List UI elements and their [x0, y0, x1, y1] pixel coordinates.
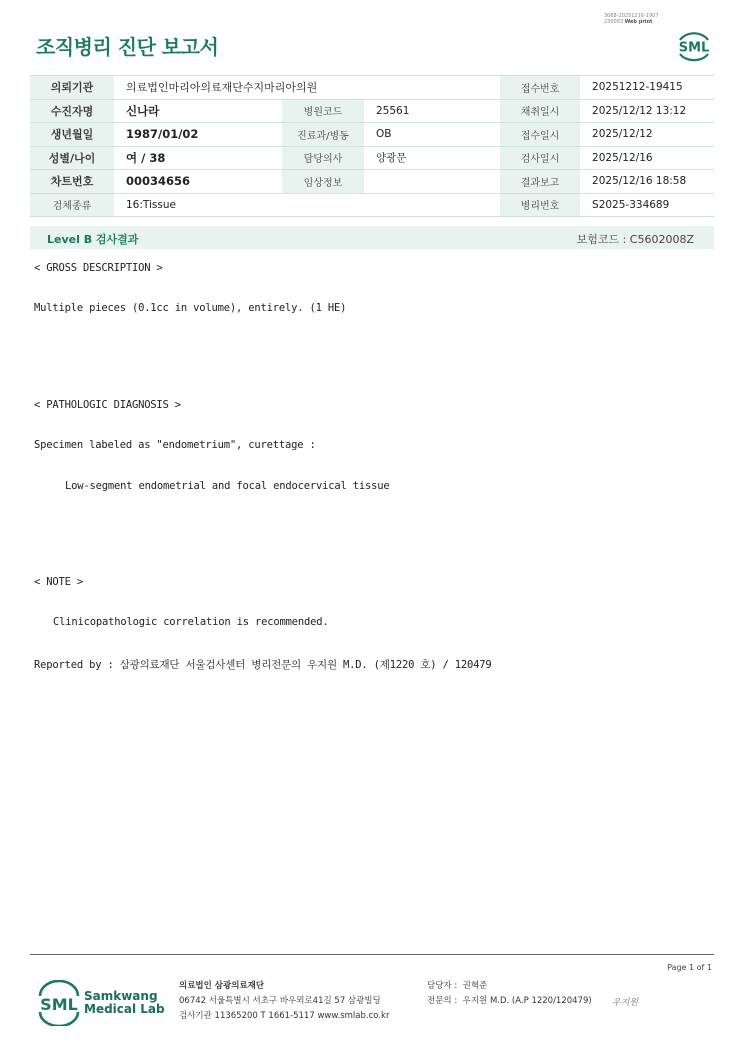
report-title: 조직병리 진단 보고서	[36, 35, 219, 59]
level-title: Level B 검사결과	[47, 233, 139, 246]
info-value: 1987/01/02	[114, 123, 282, 147]
info-value: 16:Tissue	[114, 193, 500, 217]
info-value: 2025/12/12 13:12	[580, 99, 714, 123]
info-value: 00034656	[114, 170, 282, 194]
info-label: 의뢰기관	[30, 76, 114, 100]
print-meta-id: 3068-20251216-1907	[604, 13, 659, 19]
print-meta-code: 230083 Web print	[604, 19, 653, 25]
info-value: 2025/12/16 18:58	[580, 170, 714, 194]
gross-text: Multiple pieces (0.1cc in volume), entirely. (1 HE)	[34, 302, 347, 314]
info-row	[30, 170, 714, 194]
info-value: 2025/12/12	[580, 123, 714, 147]
footer-staff-info	[427, 979, 592, 1009]
info-label: 수진자명	[30, 99, 114, 123]
info-label: 접수번호	[500, 76, 580, 100]
diagnosis-text: Low-segment endometrial and focal endocervical tissue	[65, 480, 390, 492]
info-label: 검체종류	[30, 193, 114, 217]
footer-org-info	[179, 979, 389, 1024]
info-value: 여 / 38	[114, 146, 282, 170]
info-row	[30, 76, 714, 100]
logo-text-footer: SML	[40, 995, 78, 1014]
brand-name: Samkwang Medical Lab	[84, 989, 165, 1016]
info-row	[30, 99, 714, 123]
info-row	[30, 193, 714, 217]
specimen-label: Specimen labeled as "endometrium", curettage :	[34, 439, 316, 451]
info-value: 신나라	[114, 99, 282, 123]
specialist-label: 전문의 :	[427, 996, 458, 1006]
note-header: < NOTE >	[34, 576, 83, 588]
print-meta	[604, 13, 659, 25]
specialist-name: 우지원 M.D. (A.P 1220/120479)	[462, 996, 592, 1006]
footer-divider	[30, 954, 714, 955]
gross-header: < GROSS DESCRIPTION >	[34, 262, 163, 274]
info-value: 2025/12/16	[580, 146, 714, 170]
info-label: 병원코드	[282, 99, 364, 123]
sml-logo-footer	[36, 980, 82, 1026]
logo-text: SML	[678, 40, 710, 56]
info-value: 25561	[364, 99, 500, 123]
info-value: 양광문	[364, 146, 500, 170]
sml-logo	[674, 26, 714, 64]
footer-address: 06742 서울특별시 서초구 바우뫼로41길 57 삼광빌딩	[179, 996, 381, 1006]
diagnosis-header: < PATHOLOGIC DIAGNOSIS >	[34, 399, 181, 411]
info-label: 채취일시	[500, 99, 580, 123]
info-label: 결과보고	[500, 170, 580, 194]
info-value: OB	[364, 123, 500, 147]
info-row	[30, 146, 714, 170]
info-label: 진료과/병동	[282, 123, 364, 147]
info-label: 성별/나이	[30, 146, 114, 170]
insurance-code: 보험코드 : C5602008Z	[576, 233, 694, 246]
info-label: 생년월일	[30, 123, 114, 147]
info-label: 접수일시	[500, 123, 580, 147]
note-text: Clinicopathologic correlation is recommended.	[53, 616, 329, 628]
info-value: 20251212-19415	[580, 76, 714, 100]
info-label: 임상정보	[282, 170, 364, 194]
info-label: 담당의사	[282, 146, 364, 170]
patient-info-table	[30, 75, 714, 217]
info-value: 의료법인마리아의료재단수지마리아의원	[114, 76, 500, 100]
footer-contact: 검사기관 11365200 T 1661-5117 www.smlab.co.kr	[179, 1011, 390, 1021]
result-level-bar	[30, 226, 714, 249]
page-number: Page 1 of 1	[667, 963, 712, 972]
info-label: 검사일시	[500, 146, 580, 170]
manager-label: 담당자 :	[427, 981, 458, 991]
reported-by: Reported by : 삼광의료재단 서울검사센터 병리전문의 우지원 M.D. (제1220 호) / 120479	[34, 659, 492, 671]
info-label: 차트번호	[30, 170, 114, 194]
info-row	[30, 123, 714, 147]
info-value: S2025-334689	[580, 193, 714, 217]
info-value	[364, 170, 500, 194]
manager-name: 권혁준	[462, 981, 488, 991]
signature: 우지원	[612, 998, 639, 1008]
footer-org: 의료법인 삼광의료재단	[179, 981, 265, 991]
info-label: 병리번호	[500, 193, 580, 217]
